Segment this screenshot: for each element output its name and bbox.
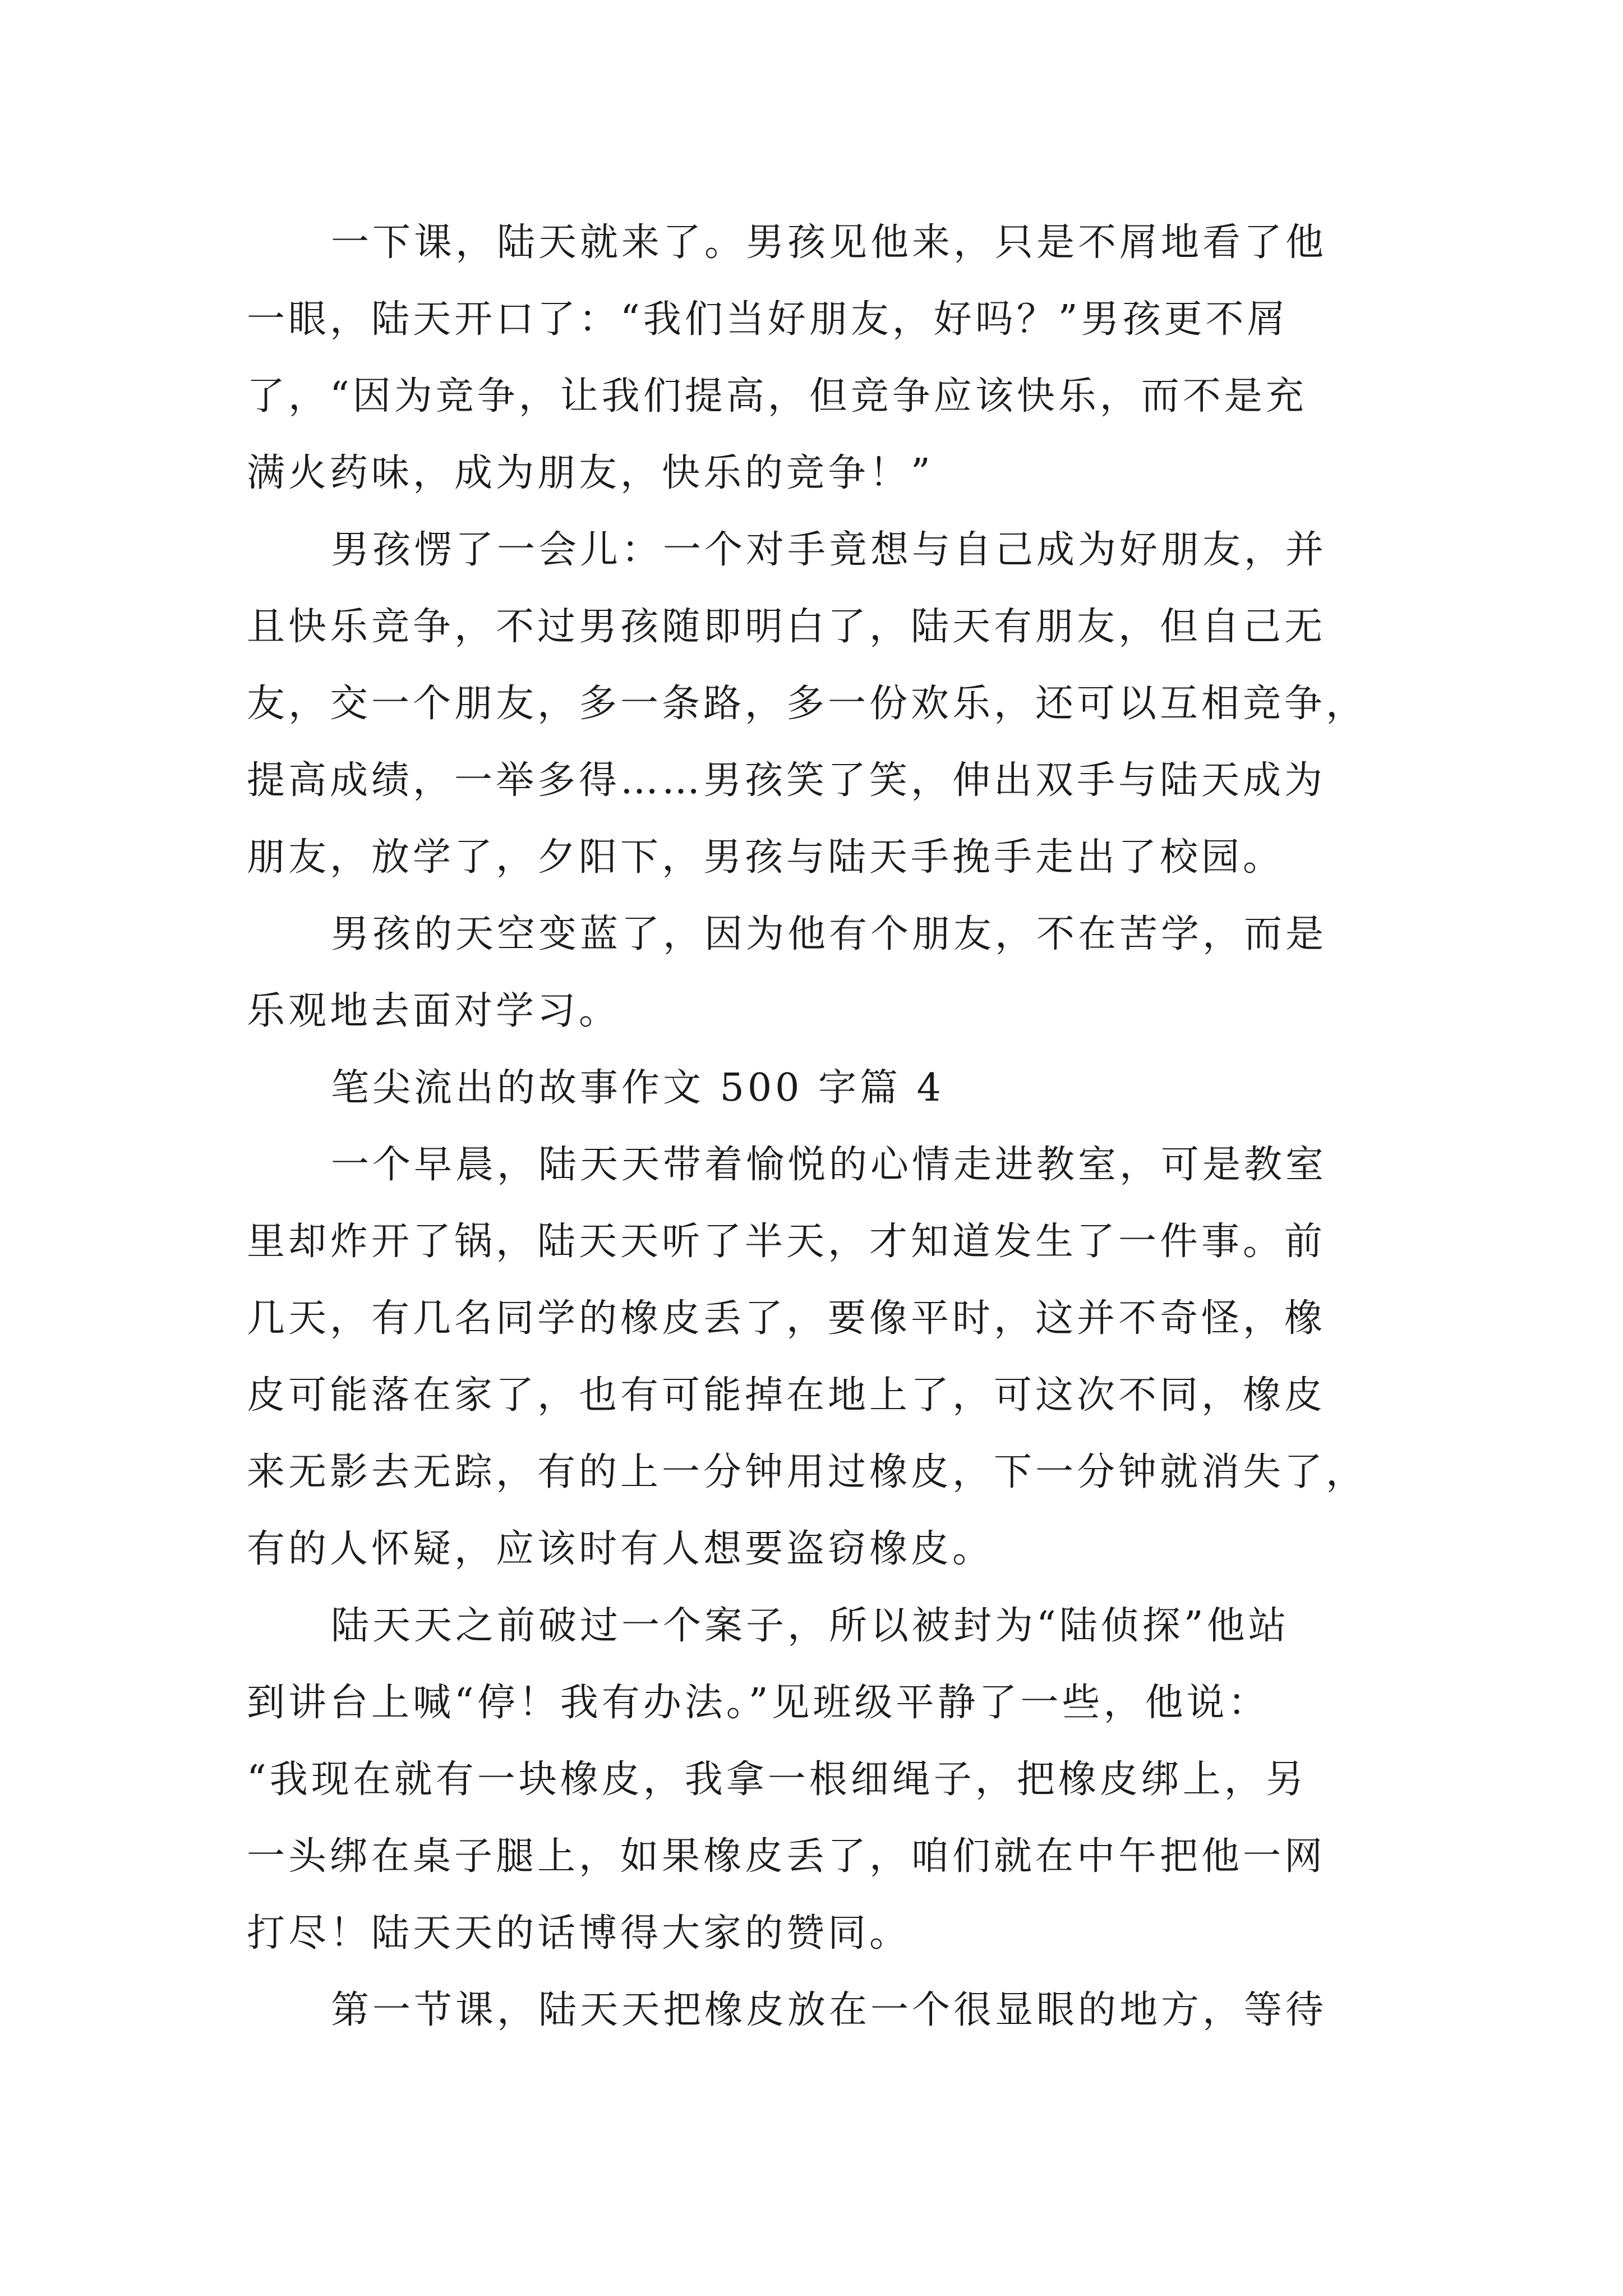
text-line: 打尽！陆天天的话博得大家的赞同。	[247, 1911, 911, 1955]
text-line: 第一节课，陆天天把橡皮放在一个很显眼的地方，等待	[331, 1988, 1327, 2032]
paragraph	[247, 1972, 1391, 2049]
text-line: “我现在就有一块橡皮，我拿一根细绳子，把橡皮绑上，另	[247, 1757, 1307, 1802]
text-line: 一头绑在桌子腿上，如果橡皮丢了，咱们就在中午把他一网	[247, 1834, 1326, 1879]
text-line: 到讲台上喊“停！我有办法。”见班级平静了一些，他说：	[247, 1681, 1270, 1725]
text-line: 了，“因为竞争，让我们提高，但竞争应该快乐，而不是充	[247, 374, 1307, 418]
text-line: 提高成绩，一举多得……男孩笑了笑，伸出双手与陆天成为	[247, 758, 1326, 803]
text-line: 几天，有几名同学的橡皮丢了，要像平时，这并不奇怪，橡	[247, 1296, 1326, 1341]
heading-text: 笔尖流出的故事作文 500 字篇 4	[331, 1066, 944, 1110]
text-line: 男孩愣了一会儿：一个对手竟想与自己成为好朋友，并	[331, 528, 1327, 572]
text-line: 且快乐竞争，不过男孩随即明白了，陆天有朋友，但自己无	[247, 605, 1326, 649]
text-line: 陆天天之前破过一个案子，所以被封为“陆侦探”他站	[331, 1604, 1290, 1648]
paragraph	[247, 1126, 1391, 1588]
text-line: 皮可能落在家了，也有可能掉在地上了，可这次不同，橡皮	[247, 1373, 1326, 1418]
section-heading	[247, 1050, 1391, 1126]
text-line: 男孩的天空变蓝了，因为他有个朋友，不在苦学，而是	[331, 912, 1327, 956]
paragraph	[247, 512, 1391, 896]
text-line: 有的人怀疑，应该时有人想要盗窃橡皮。	[247, 1527, 994, 1571]
text-line: 一下课，陆天就来了。男孩见他来，只是不屑地看了他	[331, 220, 1327, 265]
text-line: 乐观地去面对学习。	[247, 989, 621, 1033]
paragraph	[247, 204, 1391, 512]
body-text	[247, 204, 1391, 2049]
text-line: 来无影去无踪，有的上一分钟用过橡皮，下一分钟就消失了，	[247, 1450, 1368, 1494]
text-line: 友，交一个朋友，多一条路，多一份欢乐，还可以互相竞争，	[247, 682, 1368, 726]
paragraph	[247, 896, 1391, 1050]
text-line: 朋友，放学了，夕阳下，男孩与陆天手挽手走出了校园。	[247, 835, 1285, 880]
text-line: 里却炸开了锅，陆天天听了半天，才知道发生了一件事。前	[247, 1220, 1326, 1264]
text-line: 一眼，陆天开口了：“我们当好朋友，好吗？”男孩更不屑	[247, 297, 1289, 342]
paragraph	[247, 1588, 1391, 1972]
text-line: 满火药味，成为朋友，快乐的竞争！”	[247, 451, 934, 495]
text-line: 一个早晨，陆天天带着愉悦的心情走进教室，可是教室	[331, 1143, 1327, 1187]
